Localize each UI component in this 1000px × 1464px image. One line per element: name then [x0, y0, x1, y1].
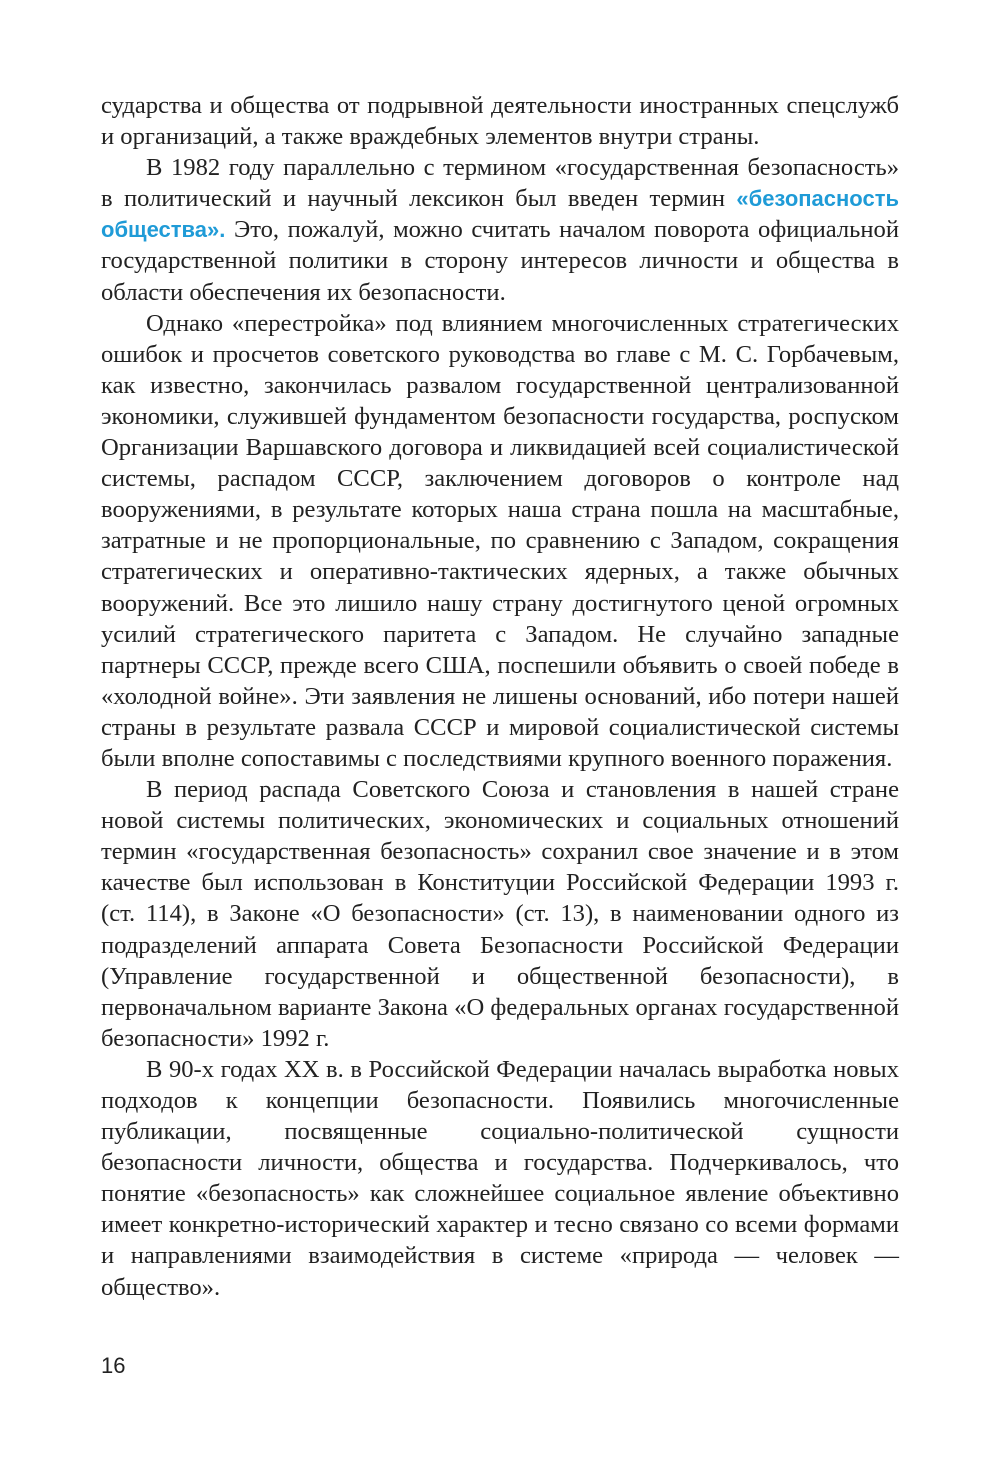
paragraph-90s-concept: В 90-х годах XX в. в Российской Федерации началась выработка новых подходов к концепции безопасности. Появились многочисленные публикации, посвященные социально-политической сущности безопасности личности, общества и государства. Подчеркивалось, что понятие «безопасность» как сложнейшее социальное явление объективно имеет конкретно-исторический характер и тесно связано со всеми формами и направлениями взаимодействия в системе «природа — человек — общество».: [101, 1055, 899, 1301]
page-number: 16: [101, 1353, 126, 1378]
paragraph-society-security: [101, 152, 899, 307]
paragraph-text-after-term: Это, пожалуй, можно считать началом поворота официальной государственной политики в сторону интересов личности и общества в области обеспечения их безопасности.: [101, 216, 899, 306]
body-text: [101, 90, 899, 1303]
paragraph-perestroika: Однако «перестройка» под влиянием многочисленных стратегических ошибок и просчетов советского руководства во главе с М. С. Горбачевым, как известно, закончилась развалом государственной централизованной экономики, служившей фундаментом безопасности государства, роспуском Организации Варшавского договора и ликвидацией всей социалистической системы, распадом СССР, заключением договоров о контроле над вооружениями, в результате которых наша страна пошла на масштабные, затратные и не пропорциональные, по сравнению с Западом, сокращения стратегических и оперативно-тактических ядерных, а также обычных вооружений. Все это лишило нашу страну достигнутого ценой огромных усилий стратегического паритета с Западом. Не случайно западные партнеры СССР, прежде всего США, поспешили объявить о своей победе в «холодной войне». Эти заявления не лишены оснований, ибо потери нашей страны в результате развала СССР и мировой социалистической системы были вполне сопоставимы с последствиями крупного военного поражения.: [101, 309, 899, 772]
highlighted-term: «безопасность общества».: [101, 186, 899, 243]
paragraph-ussr-collapse: В период распада Советского Союза и становления в нашей стране новой системы политических, экономических и социальных отношений термин «государственная безопасность» сохранил свое значение и в этом качестве был использован в Конституции Российской Федерации 1993 г. (ст. 114), в Законе «О безопасности» (ст. 13), в наименовании одного из подразделений аппарата Совета Безопасности Российской Федерации (Управление государственной и общественной безопасности), в первоначальном варианте Закона «О федеральных органах государственной безопасности» 1992 г.: [101, 776, 899, 1052]
paragraph-text-before-term: В 1982 году параллельно с термином «государственная безопасность» в политический и научный лексикон был введен термин: [101, 154, 899, 213]
paragraph-continuation: сударства и общества от подрывной деятельности иностранных спецслужб и организаций, а также враждебных элементов внутри страны.: [101, 92, 899, 151]
